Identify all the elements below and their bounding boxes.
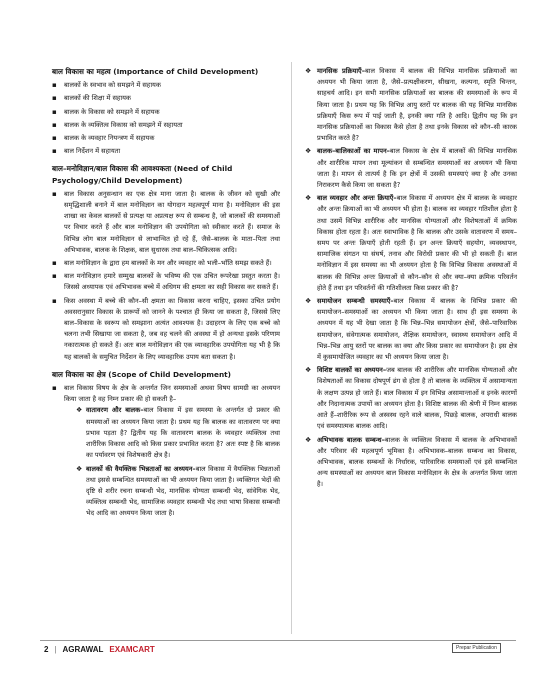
bullet-square-icon: ▪	[52, 94, 57, 103]
list-item: ▪ बाल विकास अनुसन्धान का एक क्षेत्र माना जाता है। बालक के जीवन को सुखी और समृद्धिशाली बनाने में बाल मनोविज्ञान का योगदान महत्वपूर्ण माना है। मनोविज्ञान की इस शाखा का केवल बालकों से प्रत्यक्ष या अप्रत्यक्ष रूप से सम्बन्ध है, जो बालकों की समस्याओं पर विचार करते हैं और बाल मनोविज्ञान की उपयोगिता को स्वीकार करते हैं। समाज के विभिन्न लोग बाल मनोविज्ञान से लाभान्वित हो रहे हैं, जैसे–बालक के माता–पिता तथा अभिभावक, बालक के शिक्षक, बाल सुधारक तथा बाल–चिकित्सक आदि।	[52, 189, 280, 254]
list-item: ❖ बालक–बालिकाओं का मापन–बाल विकास के क्षेत्र में बालकों की विभिन्न मानसिक और शारीरिक मापन तथा मूल्यांकन से सम्बन्धित समस्याओं का अध्ययन भी किया जाता है। मापन से तात्पर्य है कि इन क्षेत्रों में उसकी समस्याएं क्या है और उनका निराकरण कैसे किया जा सकता है?	[305, 147, 517, 190]
scope-sublist	[76, 405, 280, 519]
brand-examcart: EXAMCART	[109, 645, 155, 654]
list-item: ▪ बालक के विकास को समझने में सहायक	[52, 107, 280, 118]
scope-continued-list	[305, 66, 517, 491]
list-item: ▪ बाल निर्देशन में सहायता	[52, 146, 280, 157]
bullet-diamond-icon: ❖	[305, 435, 312, 444]
list-item: ▪ बालकों के स्वभाव को समझने में सहायक	[52, 80, 280, 91]
footer-separator: |	[54, 645, 57, 654]
bullet-square-icon: ▪	[52, 272, 57, 281]
column-divider	[291, 62, 292, 634]
bullet-diamond-icon: ❖	[305, 147, 312, 156]
bullet-square-icon: ▪	[52, 189, 57, 198]
list-item: ❖ अभिभावक बालक सम्बन्ध–बालक के व्यक्तित्व विकास में बालक के अभिभावकों और परिवार की महत्वपूर्ण भूमिका है। अभिभावक–बालक सम्बन्ध का विकास, अभिभावक, बालक सम्बन्धों के निर्धारक, पारिवारिक समस्याओं एवं इसे सम्बन्धित अन्य समस्याओं का अध्ययन बाल विकास मनोविज्ञान के क्षेत्र के अन्तर्गत किया जाता है।	[305, 435, 517, 489]
list-item: ❖ मानसिक प्रक्रियाएँ–बाल विकास में बालक की विभिन्न मानसिक प्रक्रियाओं का अध्ययन भी किया जाता है, जैसे–प्रत्यक्षीकरण, सीखना, कल्पना, स्मृति चिन्तन, साहचर्य आदि। इन सभी मानसिक प्रक्रियाओं का बालक की समस्याओं के रूप में किया जाता है। प्रथम यह कि विभिन्न आयु स्तरों पर बालक की यह विभिन्न मानसिक प्रक्रियाएँ किस रूप में पाई जाती है, इनकी क्या गति है आदि। द्वितीय यह कि इन मानसिक प्रक्रियाओं का विकास कैसे होता है तथा इनके विकास को कौन–सी कारक प्रभावित करते है?	[305, 67, 517, 143]
scope-list	[52, 383, 280, 519]
bullet-square-icon: ▪	[52, 259, 57, 268]
bullet-square-icon: ▪	[52, 107, 57, 116]
section-heading-need: बाल–मनोविज्ञान/बाल विकास की आवश्यकता (Need of Child Psychology/Child Development)	[52, 164, 233, 185]
list-item: ▪ किस अवस्था में बच्चे की कौन–सी क्षमता का विकास करना चाहिए, इसका उचित प्रयोग अवसरानुसार विकास के प्रारूपों को जानने के पश्चात ही किया जा सकता है, जिससे लिए बाल–विकास के स्वरूप को समझाना अत्यंत आवश्यक है। उदाहरण के लिए एक बच्चे को चलना तभी सिखाया जा सकता है, जब वह चलने की अवस्था में हो अन्यथा इसके परिणाम नकारात्मक हो सकते हैं। अतः बाल मनोविज्ञान की एक व्यावहारिक उपयोगिता यह भी है कि यह बालकों के समुचित निर्देशन के लिए व्यावहारिक उपाय बता सकता है।	[52, 296, 280, 361]
bullet-square-icon: ▪	[52, 134, 57, 143]
list-item: ❖ बाल व्यवहार और अन्तः क्रियाएँ–बाल विकास में अध्ययन क्षेत्र में बालक के व्यवहार और अन्तः क्रियाओं का भी अध्ययन भी होता है। बालक का व्यवहार गतिशील होता है तथा उसमें विभिन्न शारीरिक और मानसिक योग्यताओं और विशेषताओं में क्रमिक विकास होता रहता है। अतः स्वाभाविक है कि बालक और उसके वातावरण में समय–समय पर अन्तः क्रियाएँ होती रहती हैं। इन अन्तः क्रियाएँ सहयोग, व्यवस्थापन, सामाजिक संगठन या संघर्ष, तनाव और विरोधी प्रकार की भी हो सकती हैं। बाल मनोविज्ञान में इस समस्या का भी अध्ययन होता है कि विभिन्न विकास अवस्थाओं में बालक की विभिन्न अन्तः क्रियाओं से कौन–कौन से और क्या–क्या क्रमिक परिवर्तन होते हैं तथा इन परिवर्तनों की गतिशीलता किस प्रकार की है?	[305, 194, 518, 292]
bullet-diamond-icon: ❖	[76, 464, 83, 473]
page-number: 2	[44, 645, 49, 654]
bullet-diamond-icon: ❖	[305, 297, 312, 306]
footer-rule	[40, 640, 516, 641]
list-item: ▪ बालकों की शिक्षा में सहायक	[52, 93, 280, 104]
section-heading-scope: बाल विकास का क्षेत्र (Scope of Child Development)	[52, 369, 231, 379]
list-item: ▪ बाल विकास विषय के क्षेत्र के अन्तर्गत जिन समस्याओं अथवा विषय सामग्री का अध्ययन किया जाता है वह निम्न प्रकार की हो सकती है– ❖ वातावरण और बालक–बाल विकास में इस समस्या के अन्तर्गत दो प्रकार की समस्याओं का अध्ययन किया जाता है। प्रथम यह कि बालक का वातावरण पर क्या प्रभाव पड़ता है? द्वितीय यह कि वातावरण बालक के व्यवहार व्यक्तित्व तथा शारीरिक विकास आदि को किस प्रकार प्रभावित करता है? अतः स्पष्ट है कि बालक का पर्यावरण एवं विशेषकारी क्षेत्र है। ❖ बालकों की वैयक्तिक भिन्नताओं का अध्ययन–बाल विकास में वैयक्तिक भिन्नताओं तथा इससे सम्बन्धित समस्याओं का भी अध्ययन किया जाता है। व्यक्तिगत भेदों की दृष्टि से शरीर रचना सम्बन्धी भेद, मानसिक योग्यता सम्बन्धी भेद, सांवेगिक भेद, व्यक्तित्व सम्बन्धी भेद, सामाजिक व्यवहार सम्बन्धी भेद तथा भाषा विकास सम्बन्धी भेद आदि का अध्ययन किया जाता है।	[52, 383, 280, 519]
bullet-diamond-icon: ❖	[305, 67, 312, 75]
bullet-square-icon: ▪	[52, 120, 57, 129]
section-heading-importance: बाल विकास का महत्व (Importance of Child Development)	[52, 67, 259, 76]
bullet-square-icon: ▪	[52, 147, 57, 156]
right-column	[305, 66, 517, 493]
bullet-square-icon: ▪	[52, 384, 57, 393]
left-column	[52, 66, 280, 522]
bullet-diamond-icon: ❖	[305, 194, 312, 203]
need-list	[52, 189, 280, 363]
list-item: ▪ बालक के व्यवहार नियन्त्रण में सहायक	[52, 133, 280, 144]
list-item: ▪ बालक के व्यक्तित्व विकास को समझने में सहायता	[52, 120, 280, 131]
list-item: ❖ समायोजन सम्बन्धी समस्याएँ–बाल विकास में बालक के विभिन्न प्रकार की समायोजन–समस्याओं का अध्ययन भी किया जाता है। साथ ही इस समस्या के अध्ययन में यह भी देखा जाता है कि भिन्न–भिन्न समायोजन क्षेत्रों, जैसे–पारिवारिक समायोजन, संवेगात्मक समायोजन, शैक्षिक समायोजन, स्वास्थ्य समायोजन आदि में भिन्न–भिन्न आयु स्तरों पर बालक का क्या और किस प्रकार का समायोजन है। इस क्षेत्र में कुसमायोजित व्यवहार का भी अध्ययन किया जाता है।	[305, 297, 517, 362]
importance-list	[52, 80, 280, 157]
list-item: ▪ बाल मनोविज्ञान हमारे सम्मुख बालकों के भविष्य की एक उचित रूपरेखा प्रस्तुत करता है। जिससे अध्यापक एवं अभिभावक बच्चे में अधिगम की क्षमता का सही विकास कर सकते हैं।	[52, 272, 280, 292]
list-item: ❖ वातावरण और बालक–बाल विकास में इस समस्या के अन्तर्गत दो प्रकार की समस्याओं का अध्ययन किया जाता है। प्रथम यह कि बालक का वातावरण पर क्या प्रभाव पड़ता है? द्वितीय यह कि वातावरण बालक के व्यवहार व्यक्तित्व तथा शारीरिक विकास आदि को किस प्रकार प्रभावित करता है? अतः स्पष्ट है कि बालक का पर्यावरण एवं विशेषकारी क्षेत्र है।	[76, 406, 281, 460]
bullet-square-icon: ▪	[52, 81, 57, 90]
list-item: ❖ विशिष्ट बालकों का अध्ययन–जब बालक की शारीरिक और मानसिक योग्यताओं और विशेषताओं का विकास दोषपूर्ण ढंग से होता है तो बालक के व्यक्तित्व में असामान्यता के लक्षण उत्पन्न हो जाते हैं। बाल विकास में इन विभिन्न असामान्ताओं व इनके कारणों और निदानात्मक उपायों का अध्ययन होता है। विशिष्ट बालक की श्रेणी में निम्न बालक आते हैं–शारीरिक रूप से अस्वस्थ रहने वाले बालक, पिछड़े बालक, अपराधी बालक एवं समस्यात्मक बालक आदि।	[305, 366, 517, 431]
brand-name: AGRAWAL	[62, 645, 104, 654]
bullet-diamond-icon: ❖	[305, 366, 312, 375]
bullet-square-icon: ▪	[52, 296, 57, 305]
page-footer	[44, 645, 155, 654]
publisher-stamp: Prepar Publication	[452, 643, 501, 653]
list-item: ❖ बालकों की वैयक्तिक भिन्नताओं का अध्ययन–बाल विकास में वैयक्तिक भिन्नताओं तथा इससे सम्बन्धित समस्याओं का भी अध्ययन किया जाता है। व्यक्तिगत भेदों की दृष्टि से शरीर रचना सम्बन्धी भेद, मानसिक योग्यता सम्बन्धी भेद, सांवेगिक भेद, व्यक्तित्व सम्बन्धी भेद, सामाजिक व्यवहार सम्बन्धी भेद तथा भाषा विकास सम्बन्धी भेद आदि का अध्ययन किया जाता है।	[76, 464, 280, 518]
list-item: ▪ बाल मनोविज्ञान के द्वारा हम बालकों के मन और व्यवहार को भली–भाँति समझ सकते हैं।	[52, 258, 280, 269]
bullet-diamond-icon: ❖	[76, 406, 83, 415]
